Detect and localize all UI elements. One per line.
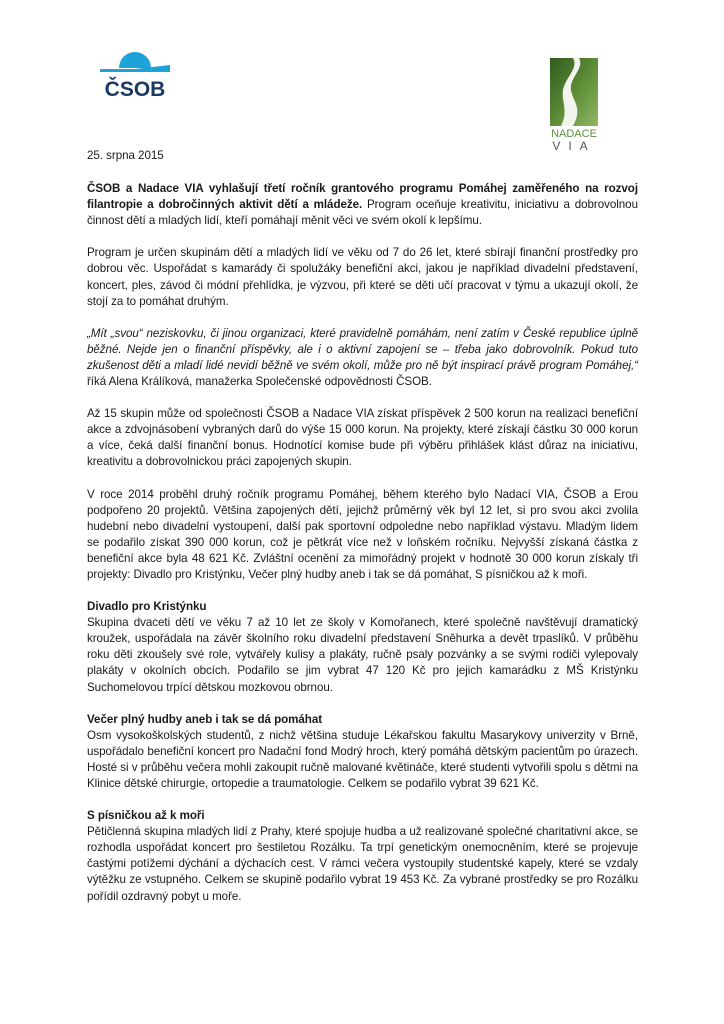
section-body: Pětičlenná skupina mladých lidí z Prahy, které spojuje hudba a už realizované společné charitativní akce, se rozhodla uspořádat koncert pro šestiletou Rozálku. Ta trpí genetickým onemocněním, které se projevuje častými potížemi dýchání a dýchacích cest. V rámci večera vystoupily studentské kapely, které se vzdaly výtěžku ze vstupného. Celkem se skupině podařilo vybrat 19 453 Kč. Za vybrané prostředky se pro Rozálku pořídil ozdravný pobyt u moře. [87,825,638,903]
quote-paragraph [87,326,638,390]
nadace-via-logo [549,58,599,154]
intro-paragraph [87,181,638,229]
program-paragraph: Program je určen skupinám dětí a mladých lidí ve věku od 7 do 26 let, které sbírají finanční prostředky pro dobrou věc. Uspořádat s kamarády či spolužáky benefiční akci, jakou je například divadelní představení, koncert, ples, závod či módní přehlídka, je výzvou, při které se děti učí pracovat v týmu a ukazují okolí, že stojí za to pomáhat druhým. [87,246,638,308]
via-text: VIA [552,139,596,153]
quote-attribution: říká Alena Králíková, manažerka Společenské odpovědnosti ČSOB. [87,375,432,389]
section-title: Divadlo pro Kristýnku [87,600,207,614]
csob-logo-text: ČSOB [104,78,166,98]
section-body: Osm vysokoškolských studentů, z nichž většina studuje Lékařskou fakultu Masarykovy univerzity v Brně, uspořádalo benefiční koncert pro Nadační fond Modrý hroch, který pomáhá dětským pacientům po úrazech. Hosté si v průběhu večera mohli zakoupit ručně malované květináče, které studenti vytvořili spolu s dětmi na Klinice dětské chirurgie, ortopedie a traumatologie. Celkem se podařilo vybrat 39 621 Kč. [87,728,638,790]
nadace-via-logo-icon [549,58,599,154]
section-body: Skupina dvaceti dětí ve věku 7 až 10 let ze školy v Komořanech, které společně navštěvují dramatický kroužek, uspořádala na závěr školního roku divadelní představení Sněhurka a devět trpaslíků. V průběhu roku děti zkoušely své role, vytvářely kulisy a plakáty, ručně psaly pozvánky a se svými rodiči vylepovaly plakáty v okolních obcích. Podařilo se jim vybrat 47 120 Kč pro jejich kamarádku z MŠ Kristýnku Suchomelovou trpící dětskou mozkovou obrnou. [87,616,638,694]
grant-paragraph: Až 15 skupin může od společnosti ČSOB a Nadace VIA získat příspěvek 2 500 korun na realizaci benefiční akce a zdvojnásobení vybraných darů do výše 15 000 korun. Na projekty, které získají částku 30 000 korun a více, čeká další finanční bonus. Hodnotící komise bude při výběru přihlášek klást důraz na iniciativu, kreativitu a dobrovolnickou práci zapojených skupin. [87,407,638,469]
nadace-text: NADACE [551,128,597,140]
section-title: Večer plný hudby aneb i tak se dá pomáhat [87,712,323,726]
section-pisnicka [87,808,638,905]
intro-headline: ČSOB a Nadace VIA vyhlašují třetí ročník grantového programu Pomáhej zaměřeného na rozvoj filantropie a dobročinných aktivit dětí a mládeže. [87,182,638,212]
csob-logo [98,46,172,98]
intro-text: Program oceňuje kreativitu, iniciativu a dobrovolnou činnost dětí a mladých lidí, kteří pomáhají měnit věci ve svém okolí k lepšímu. [87,198,638,228]
results-paragraph: V roce 2014 proběhl druhý ročník programu Pomáhej, během kterého bylo Nadací VIA, ČSOB a Erou podpořeno 20 projektů. Většina zapojených dětí, jejichž průměrný věk byl 12 let, si pro svou akci zvolila hudební nebo divadelní vystoupení, další pak sportovní odpoledne nebo například výstavu. Mladým lidem se podařilo získat 390 000 korun, což je pětkrát více než v loňském ročníku. Nejvyšší získaná částka z benefiční akce byla 48 621 Kč. Zvláštní ocenění za mimořádný projekt v hodnotě 30 000 korun získaly tři projekty: Divadlo pro Kristýnku, Večer plný hudby aneb i tak se dá pomáhat, S písničkou až k moři. [87,487,638,581]
section-title: S písničkou až k moři [87,809,205,823]
quote-text: „Mít „svou“ neziskovku, či jinou organizaci, které pravidelně pomáhám, není zatím v České republice úplně běžné. Nejde jen o finanční příspěvky, ale i o aktivní zapojení se – třeba jako dobrovolník. Pokud tuto zkušenost děti a mladí lidé nevidí běžně ve svém okolí, může pro ně být inspirací právě program Pomáhej,“ [87,326,638,372]
document-date: 25. srpna 2015 [87,149,164,162]
document-body [87,148,638,921]
section-vecer [87,712,638,792]
csob-logo-icon [98,46,172,98]
section-divadlo [87,599,638,696]
